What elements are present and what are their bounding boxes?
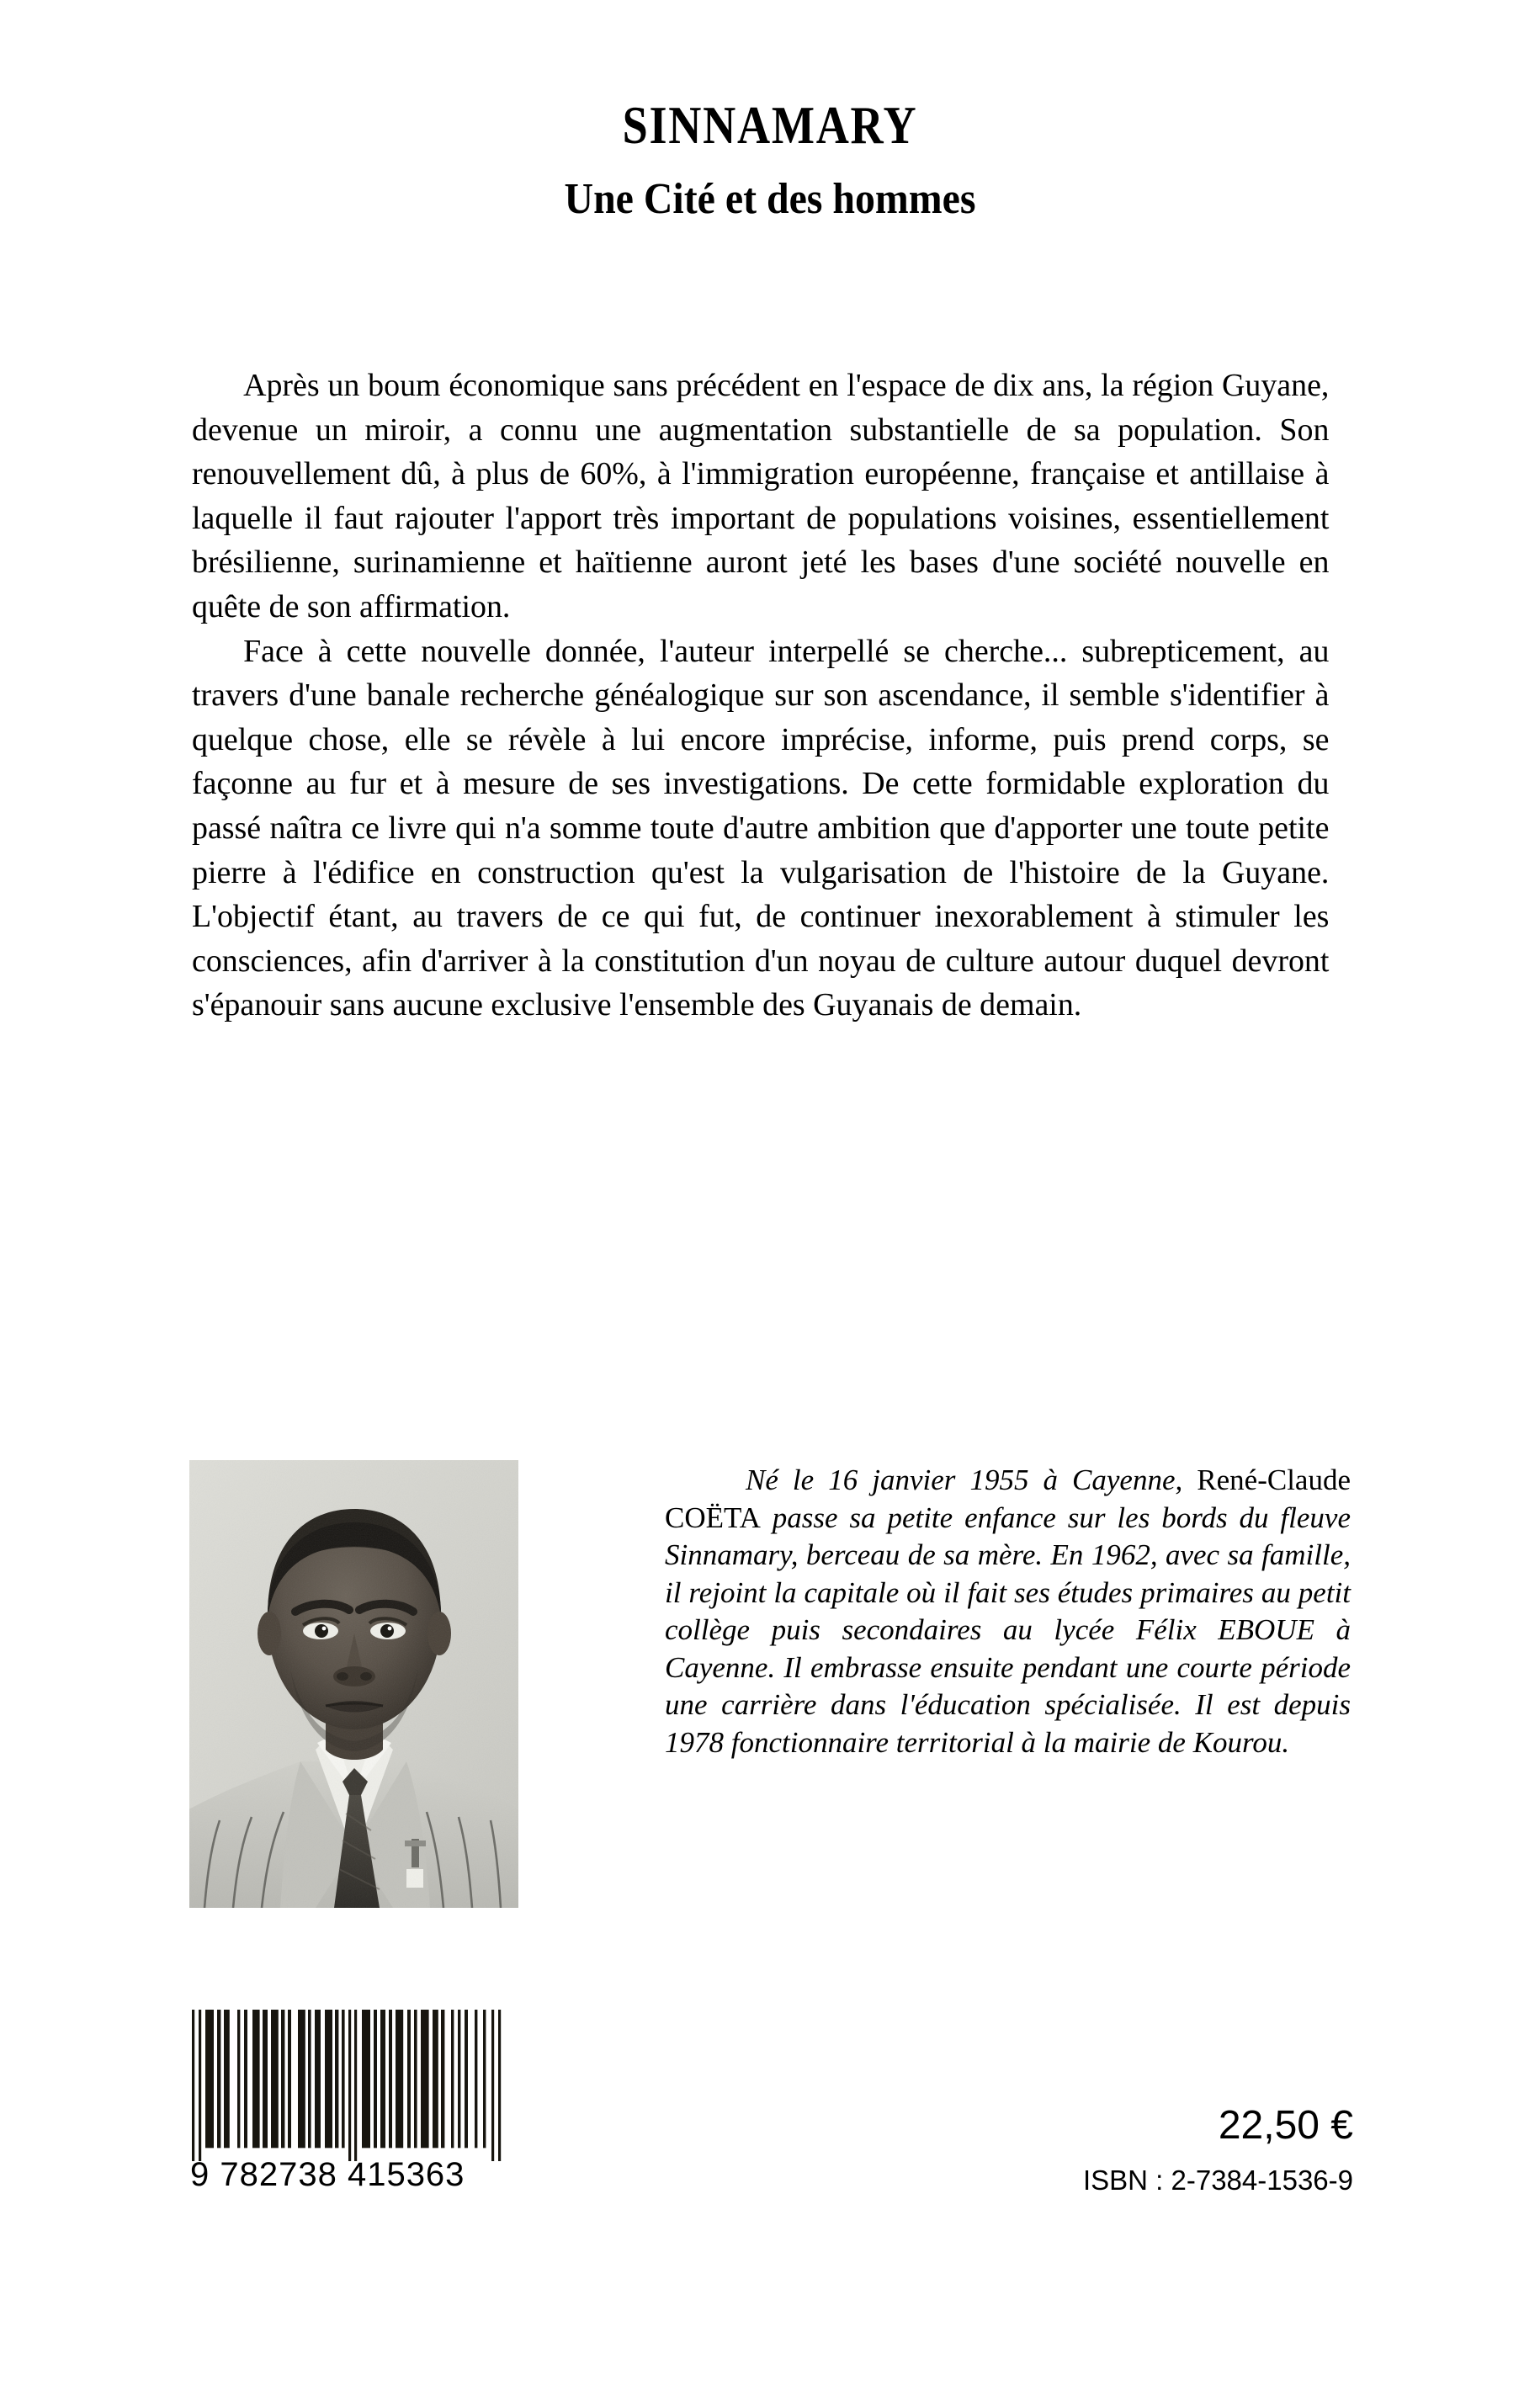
- page-subtitle: Une Cité et des hommes: [564, 175, 976, 223]
- blurb-paragraph-2: Face à cette nouvelle donnée, l'auteur interpellé se cherche... subrepticement, au travers d'une banale recherche généalogique sur son ascendance, il semble s'identifier à quelque chose, elle se révèle à lui encore imprécise, informe, puis prend corps, se façonne au fur et à mesure de ses investigations. De cette formidable exploration du passé naîtra ce livre qui n'a somme toute d'autre ambition que d'apporter une toute petite pierre à l'édifice en construction qu'est la vulgarisation de l'histoire de la Guyane. L'objectif étant, au travers de ce qui fut, de continuer inexorablement à stimuler les consciences, afin d'arriver à la constitution d'un noyau de culture autour duquel devront s'épanouir sans aucune exclusive l'ensemble des Guyanais de demain.: [192, 633, 1330, 1023]
- barcode-digits: 9 782738 415363: [190, 2156, 465, 2193]
- price-label: 22,50 €: [1218, 2103, 1353, 2148]
- author-biography: [665, 1462, 1351, 1761]
- portrait-illustration: [189, 1460, 518, 1908]
- page-title: SINNAMARY: [622, 96, 918, 155]
- author-name: René-Claude COËTA: [665, 1463, 1351, 1534]
- blurb-paragraph-1: Après un boum économique sans précédent en l'espace de dix ans, la région Guyane, devenue un miroir, a connu une augmentation substantielle de sa population. Son renouvellement dû, à plus de 60%, à l'immigration européenne, française et antillaise à laquelle il faut rajouter l'apport très important de populations voisines, essentiellement brésilienne, surinamienne et haïtienne auront jeté les bases d'une société nouvelle en quête de son affirmation.: [192, 368, 1330, 624]
- author-bio-rest: passe sa petite enfance sur les bords du fleuve Sinnamary, berceau de sa mère. En 1962, avec sa famille, il rejoint la capitale où il fait ses études primaires au petit collège puis secondaires au lycée Félix EBOUE à Cayenne. Il embrasse ensuite pendant une courte période une carrière dans l'éducation spécialisée. Il est depuis 1978 fonctionnaire territorial à la mairie de Kourou.: [665, 1501, 1351, 1759]
- author-bio-paragraph: [665, 1462, 1351, 1761]
- author-portrait-photo: [189, 1460, 518, 1908]
- price-isbn-block: [1083, 2104, 1353, 2196]
- blurb-text: [192, 364, 1329, 1028]
- author-bio-birth: Né le 16 janvier 1955 à Cayenne,: [746, 1463, 1197, 1496]
- ean13-barcode-icon: [187, 2010, 507, 2161]
- barcode-block: [187, 2010, 507, 2194]
- title-block: [0, 96, 1540, 223]
- isbn-label: ISBN : 2-7384-1536-9: [1082, 2164, 1353, 2196]
